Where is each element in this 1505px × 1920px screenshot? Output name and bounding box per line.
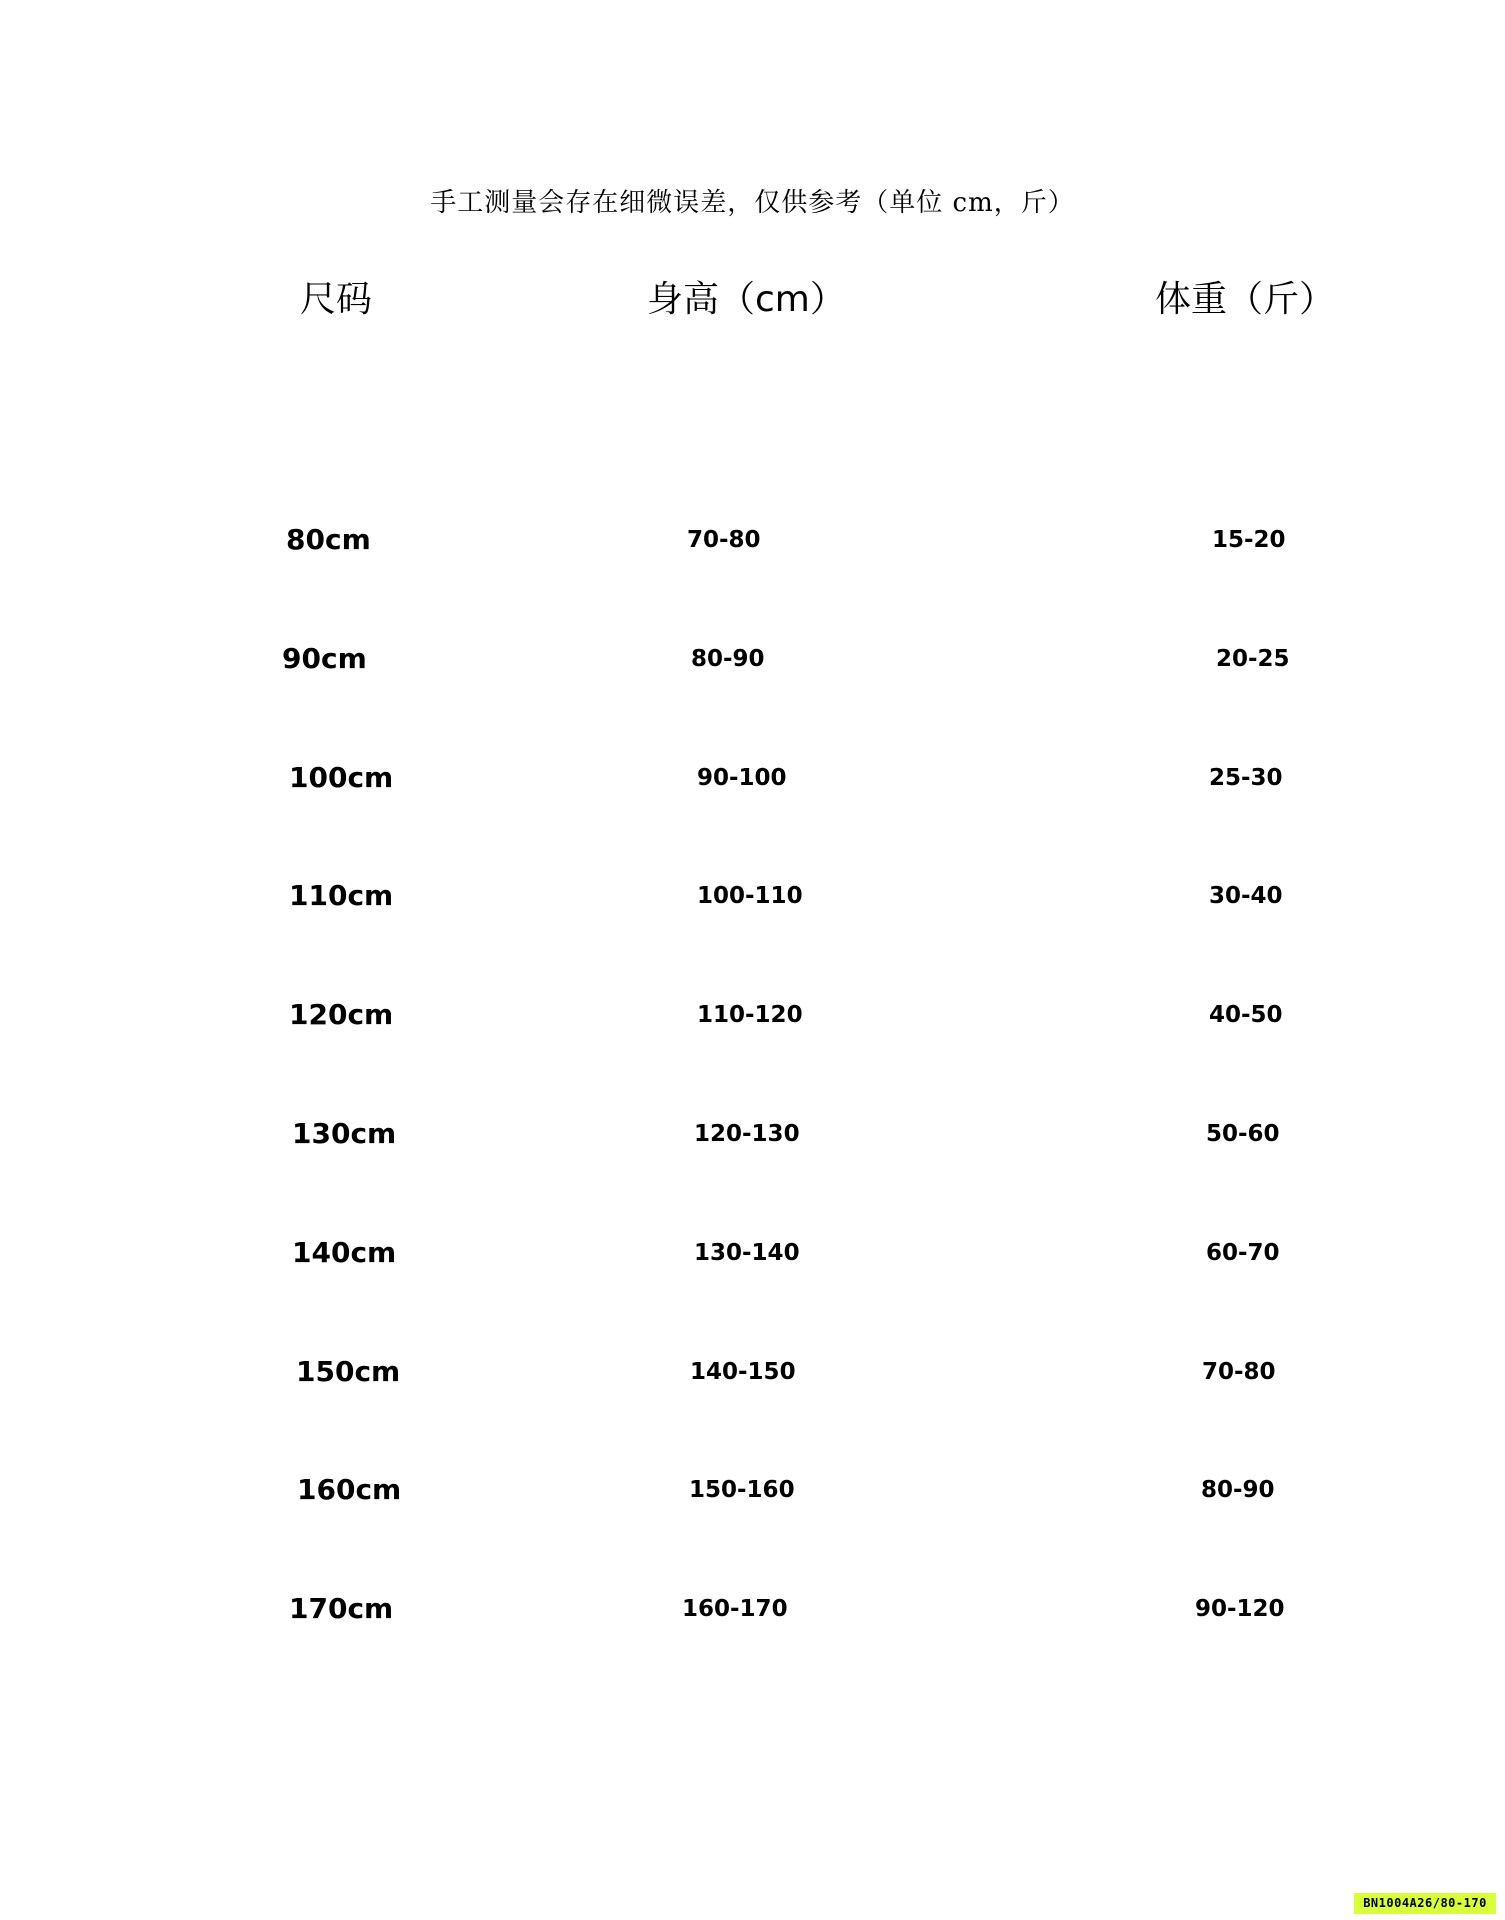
size-cell: 130cm: [292, 1117, 397, 1150]
table-row: [0, 639, 1505, 679]
table-row: [0, 1470, 1505, 1510]
weight-cell: 60-70: [1206, 1240, 1280, 1266]
height-cell: 140-150: [690, 1359, 796, 1385]
weight-cell: 25-30: [1209, 765, 1283, 791]
height-cell: 100-110: [697, 883, 803, 909]
weight-cell: 50-60: [1206, 1121, 1280, 1147]
weight-cell: 20-25: [1216, 646, 1290, 672]
header-weight: 体重（斤）: [1155, 279, 1336, 320]
size-cell: 80cm: [286, 523, 371, 556]
sku-tag: BN1004A26/80-170: [1354, 1893, 1496, 1914]
height-cell: 120-130: [694, 1121, 800, 1147]
size-cell: 110cm: [289, 879, 394, 912]
height-cell: 130-140: [694, 1240, 800, 1266]
size-cell: 140cm: [292, 1236, 397, 1269]
weight-cell: 70-80: [1202, 1359, 1276, 1385]
header-size: 尺码: [300, 279, 373, 320]
height-cell: 80-90: [691, 646, 765, 672]
measurement-note: 手工测量会存在细微误差，仅供参考（单位 cm，斤）: [430, 188, 1075, 218]
size-cell: 170cm: [289, 1592, 394, 1625]
table-row: [0, 995, 1505, 1035]
size-cell: 160cm: [297, 1473, 402, 1506]
weight-cell: 15-20: [1212, 527, 1286, 553]
header-height: 身高（cm）: [647, 279, 846, 320]
table-row: [0, 1352, 1505, 1392]
table-row: [0, 1589, 1505, 1629]
weight-cell: 90-120: [1195, 1596, 1285, 1622]
size-cell: 120cm: [289, 998, 394, 1031]
table-row: [0, 876, 1505, 916]
size-cell: 100cm: [289, 761, 394, 794]
height-cell: 150-160: [689, 1477, 795, 1503]
height-cell: 70-80: [687, 527, 761, 553]
height-cell: 90-100: [697, 765, 787, 791]
table-row: [0, 1233, 1505, 1273]
table-row: [0, 1114, 1505, 1154]
table-row: [0, 758, 1505, 798]
table-row: [0, 520, 1505, 560]
height-cell: 160-170: [682, 1596, 788, 1622]
weight-cell: 80-90: [1201, 1477, 1275, 1503]
weight-cell: 40-50: [1209, 1002, 1283, 1028]
weight-cell: 30-40: [1209, 883, 1283, 909]
size-cell: 150cm: [296, 1355, 401, 1388]
height-cell: 110-120: [697, 1002, 803, 1028]
size-cell: 90cm: [282, 642, 367, 675]
